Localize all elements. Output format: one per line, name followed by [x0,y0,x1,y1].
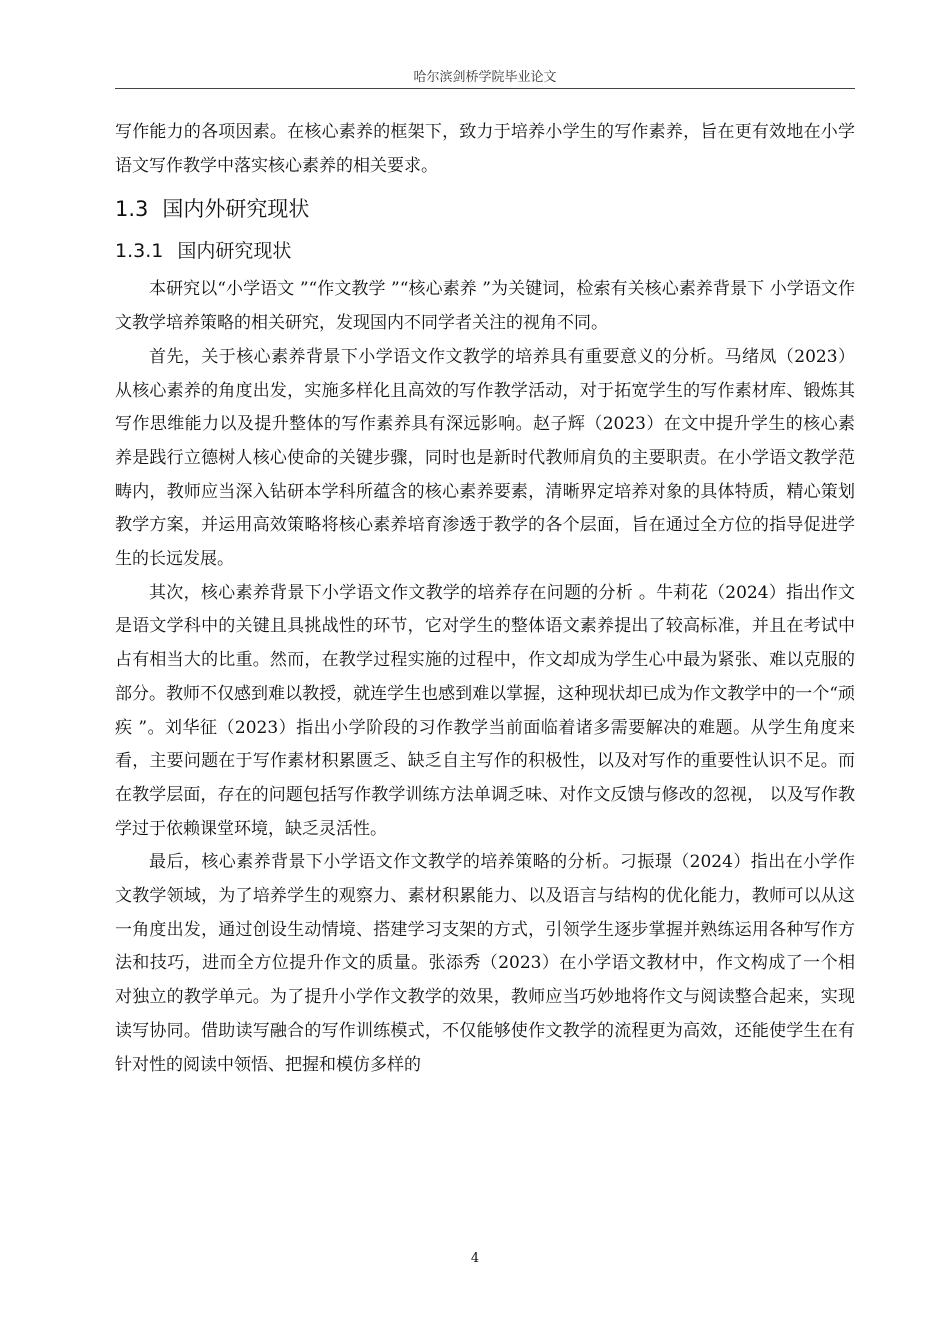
page-number: 4 [470,1251,480,1266]
intro-paragraph: 写作能力的各项因素。在核心素养的框架下，致力于培养小学生的写作素养，旨在更有效地在小学语文写作教学中落实核心素养的相关要求。 [115,122,855,176]
paragraph-problems: 其次，核心素养背景下小学语文作文教学的培养存在问题的分析 。牛莉花（2024）指出作文是语文学科中的关键且具挑战性的环节，它对学生的整体语文素养提出了较高标准，并且在考试中占有相当大的比重。然而，在教学过程实施的过程中，作文却成为学生心中最为紧张、难以克服的部分。教师不仅感到难以教授，就连学生也感到难以掌握，这种现状却已成为作文教学中的一个“顽疾 ”。刘华征（2023）指出小学阶段的习作教学当前面临着诸多需要解决的难题。从学生角度来看，主要问题在于写作素材积累匮乏、缺乏自主写作的积极性，以及对写作的重要性认识不足。而在教学层面，存在的问题包括写作教学训练方法单调乏味、对作文反馈与修改的忽视， 以及写作教学过于依赖课堂环境，缺乏灵活性。 [115,582,855,839]
paragraph-strategies: 最后，核心素养背景下小学语文作文教学的培养策略的分析。刁振璟（2024）指出在小学作文教学领域，为了培养学生的观察力、素材积累能力、以及语言与结构的优化能力，教师可以从这一角度出发，通过创设生动情境、搭建学习支架的方式，引领学生逐步掌握并熟练运用各种写作方法和技巧，进而全方位提升作文的质量。张添秀（2023）在小学语文教材中，作文构成了一个相对独立的教学单元。为了提升小学作文教学的效果，教师应当巧妙地将作文与阅读整合起来，实现读写协同。借助读写融合的写作训练模式，不仅能够使作文教学的流程更为高效，还能使学生在有针对性的阅读中领悟、把握和模仿多样的 [115,852,855,1075]
section-title: 国内外研究现状 [162,197,310,222]
paragraph-keywords: 本研究以“小学语文 ”“作文教学 ”“核心素养 ”为关键词，检索有关核心素养背景下 小学语文作文教学培养策略的相关研究，发现国内不同学者关注的视角不同。 [115,279,855,334]
subsection-title: 国内研究现状 [177,240,292,263]
document-body [115,116,855,1082]
section-heading [115,189,855,229]
paragraph-importance: 首先，关于核心素养背景下小学语文作文教学的培养具有重要意义的分析。马绪凤（2023）从核心素养的角度出发，实施多样化且高效的写作教学活动，对于拓宽学生的写作素材库、锻炼其写作思维能力以及提升整体的写作素养具有深远影响。赵子辉（2023）在文中提升学生的核心素养是践行立德树人核心使命的关键步骤，同时也是新时代教师肩负的主要职责。在小学语文教学范畴内，教师应当深入钻研本学科所蕴含的核心素养要素，清晰界定培养对象的具体特质，精心策划教学方案，并运用高效策略将核心素养培育渗透于教学的各个层面，旨在通过全方位的指导促进学生的长远发展。 [115,346,855,570]
subsection-number: 1.3.1 [115,240,164,263]
header-divider [115,88,855,89]
subsection-heading [115,231,855,271]
section-number: 1.3 [115,197,149,222]
running-header: 哈尔滨剑桥学院毕业论文 [413,70,557,85]
